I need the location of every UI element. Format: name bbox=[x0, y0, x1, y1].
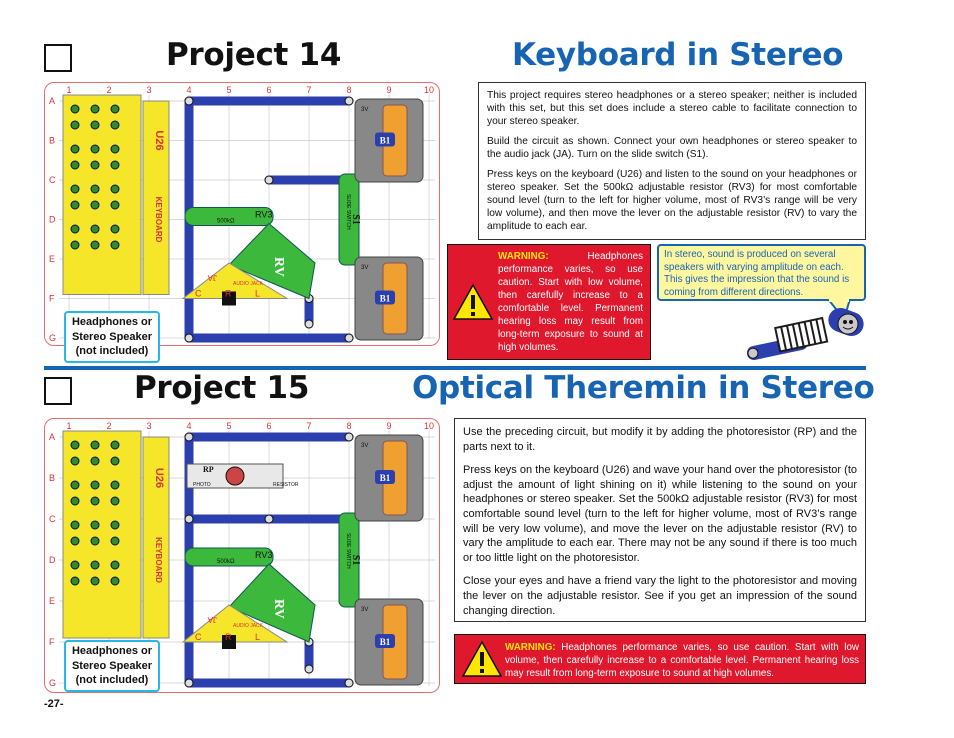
photoresistor-text: PHOTO bbox=[193, 482, 211, 488]
keyboard-key bbox=[91, 521, 99, 529]
row-label: F bbox=[49, 293, 55, 304]
keyboard-key bbox=[71, 441, 79, 449]
row-label: A bbox=[49, 432, 56, 442]
keyboard-key bbox=[71, 241, 79, 249]
keyboard-key bbox=[91, 225, 99, 233]
paragraph: Use the preceding circuit, but modify it by adding the photoresistor (RP) and the parts next to it. bbox=[463, 426, 857, 453]
column-label: 6 bbox=[266, 85, 272, 95]
battery-voltage: 3V bbox=[361, 443, 369, 449]
keyboard-key bbox=[111, 441, 119, 449]
column-label: 7 bbox=[306, 85, 312, 95]
keyboard-key bbox=[111, 521, 119, 529]
project-15-instructions bbox=[454, 418, 866, 622]
snap bbox=[345, 433, 353, 441]
keyboard-key bbox=[71, 457, 79, 465]
snap bbox=[265, 176, 273, 184]
keyboard-key bbox=[71, 561, 79, 569]
row-label: C bbox=[49, 175, 56, 185]
battery-id: B1 bbox=[379, 293, 391, 304]
keyboard-key bbox=[91, 161, 99, 169]
column-label: 8 bbox=[346, 85, 352, 95]
keyboard-key bbox=[91, 441, 99, 449]
warning-body: Headphones performance varies, so use caution. Start with low volume, then carefully increase to a comfortable level. Permanent hearing loss may result from long-term exposure to sound at high volumes. bbox=[498, 251, 643, 353]
warning-box-14 bbox=[447, 244, 651, 360]
column-label: 1 bbox=[66, 421, 72, 431]
keyboard-key bbox=[71, 161, 79, 169]
keyboard-key bbox=[91, 481, 99, 489]
keyboard-key bbox=[111, 161, 119, 169]
rv3-value: 500kΩ bbox=[217, 218, 235, 225]
keyboard-key bbox=[71, 225, 79, 233]
row-label: G bbox=[49, 678, 57, 688]
keyboard-key bbox=[91, 577, 99, 585]
column-label: 3 bbox=[146, 421, 152, 431]
keyboard-key bbox=[91, 185, 99, 193]
keyboard-name-label: KEYBOARD bbox=[154, 537, 163, 583]
snap bbox=[345, 334, 353, 342]
column-label: 4 bbox=[186, 421, 192, 431]
mascot-keyboard-illustration bbox=[740, 306, 870, 362]
column-label: 8 bbox=[346, 421, 352, 431]
audio-jack-id: JA bbox=[207, 615, 217, 624]
headphones-label-line-2: Stereo Speaker bbox=[71, 330, 153, 343]
audio-jack-id: JA bbox=[207, 273, 217, 282]
audio-jack-port: C bbox=[195, 288, 202, 299]
project-15-subtitle: Optical Theremin in Stereo bbox=[412, 370, 875, 406]
column-label: 4 bbox=[186, 85, 192, 95]
warning-label: WARNING: bbox=[498, 251, 549, 262]
audio-jack-port: L bbox=[255, 288, 261, 299]
keyboard-key bbox=[91, 121, 99, 129]
snap bbox=[305, 320, 313, 328]
battery-voltage: 3V bbox=[361, 107, 369, 113]
warning-body: Headphones performance varies, so use caution. Start with low volume, then carefully increase to a comfortable level. Permanent hearing loss may result from long-term exposure to sound at high volumes. bbox=[505, 642, 859, 679]
slide-switch-name: SLIDE SWITCH bbox=[345, 194, 351, 230]
keyboard-id-label: U26 bbox=[153, 467, 165, 489]
keyboard-key bbox=[91, 201, 99, 209]
keyboard-key bbox=[71, 521, 79, 529]
keyboard-key bbox=[71, 185, 79, 193]
project-15-checkbox[interactable] bbox=[44, 377, 72, 405]
keyboard-key bbox=[111, 457, 119, 465]
paragraph: Close your eyes and have a friend vary the light to the photoresistor and moving the lever on the adjustable resistor. See if you get an impression of the sound changing direction. bbox=[463, 575, 857, 617]
keyboard-key bbox=[111, 201, 119, 209]
rv3-label: RV3 bbox=[255, 550, 273, 560]
keyboard-key bbox=[91, 457, 99, 465]
snap bbox=[185, 334, 193, 342]
keyboard-key bbox=[71, 481, 79, 489]
keyboard-key bbox=[91, 497, 99, 505]
headphones-label-line-1: Headphones or bbox=[71, 316, 153, 328]
headphones-label-14 bbox=[64, 311, 160, 363]
rv-label: RV bbox=[271, 257, 286, 277]
photoresistor-text: RESISTOR bbox=[273, 482, 299, 488]
column-label: 6 bbox=[266, 421, 272, 431]
column-label: 7 bbox=[306, 421, 312, 431]
stereo-info-bubble bbox=[657, 244, 866, 301]
paragraph: Press keys on the keyboard (U26) and wave your hand over the photoresistor (to adjust the amount of light shining on it) while listening to the sound on your headphones or stereo speaker. Set the 500kΩ adjustable resistor (RV3) for most comfortable sound level (turn to the left for higher volume, most of RV3’s range will be very low volume), and move the lever on the adjustable resistor (RV) to vary the amplitude to each ear. There may not be any sound if there is too much or too little light on the photoresistor. bbox=[463, 464, 857, 564]
keyboard-key bbox=[111, 105, 119, 113]
slide-switch-id: S1 bbox=[350, 214, 361, 225]
battery-voltage: 3V bbox=[361, 265, 369, 271]
slide-switch-id: S1 bbox=[350, 554, 361, 566]
rv3-value: 500kΩ bbox=[217, 559, 235, 565]
paragraph: Press keys on the keyboard (U26) and listen to the sound on your headphones or stereo speaker. Set the 500kΩ adjustable resistor (RV3) for most comfortable sound level (turn to the left for higher volume, most of RV3’s range will be very low volume), and then move the lever on the adjustable resistor (RV) to vary the amplitude to each ear. bbox=[487, 169, 857, 232]
battery-id: B1 bbox=[379, 135, 391, 146]
keyboard-key bbox=[111, 225, 119, 233]
keyboard-key bbox=[91, 537, 99, 545]
keyboard-key bbox=[111, 145, 119, 153]
keyboard-key bbox=[91, 561, 99, 569]
audio-jack-port: R bbox=[225, 632, 232, 642]
project-14-subtitle: Keyboard in Stereo bbox=[512, 37, 844, 73]
keyboard-key bbox=[111, 241, 119, 249]
column-label: 2 bbox=[106, 85, 112, 95]
audio-jack-name: AUDIO JACK bbox=[233, 623, 264, 629]
paragraph: Build the circuit as shown. Connect your own headphones or stereo speaker to the audio jack (JA). Turn on the slide switch (S1). bbox=[487, 136, 857, 160]
headphones-label-line-2: Stereo Speaker bbox=[71, 659, 153, 672]
column-label: 10 bbox=[423, 85, 435, 95]
keyboard-key bbox=[91, 105, 99, 113]
audio-jack-port: R bbox=[225, 288, 232, 299]
snap bbox=[185, 679, 193, 687]
slide-switch-name: SLIDE SWITCH bbox=[345, 533, 351, 569]
column-label: 9 bbox=[386, 421, 392, 431]
warning-triangle-icon bbox=[461, 640, 503, 678]
warning-triangle-icon bbox=[452, 283, 494, 321]
warning-label: WARNING: bbox=[505, 642, 556, 653]
keyboard-key bbox=[111, 577, 119, 585]
keyboard-key bbox=[111, 561, 119, 569]
keyboard-key bbox=[71, 537, 79, 545]
audio-jack-port: C bbox=[195, 632, 202, 642]
project-14-instructions bbox=[478, 82, 866, 240]
column-label: 5 bbox=[226, 85, 232, 95]
keyboard-key bbox=[111, 481, 119, 489]
row-label: D bbox=[49, 214, 56, 225]
column-label: 1 bbox=[66, 85, 72, 95]
rv-label: RV bbox=[271, 599, 286, 619]
battery-id: B1 bbox=[379, 637, 391, 647]
column-label: 3 bbox=[146, 85, 152, 95]
snap bbox=[305, 665, 313, 673]
project-15-title: Project 15 bbox=[134, 370, 310, 406]
row-label: G bbox=[49, 333, 57, 343]
circuit-diagram bbox=[45, 83, 440, 346]
column-label: 9 bbox=[386, 85, 392, 95]
circuit-board-14 bbox=[44, 82, 440, 346]
bubble-text: In stereo, sound is produced on several speakers with varying amplitude on each. This gives the impression that the sound is coming from different directions. bbox=[664, 249, 850, 298]
snap bbox=[265, 515, 273, 523]
keyboard-key bbox=[71, 201, 79, 209]
battery-voltage: 3V bbox=[361, 607, 369, 613]
snap bbox=[185, 433, 193, 441]
row-label: A bbox=[49, 96, 56, 106]
keyboard-key bbox=[91, 145, 99, 153]
headphones-label-line-1: Headphones or bbox=[71, 645, 153, 657]
battery-id: B1 bbox=[379, 473, 391, 483]
snap bbox=[345, 97, 353, 105]
audio-jack-port: L bbox=[255, 632, 261, 642]
snap bbox=[185, 515, 193, 523]
keyboard-key bbox=[71, 121, 79, 129]
row-label: B bbox=[49, 473, 56, 483]
row-label: C bbox=[49, 514, 56, 524]
keyboard-key bbox=[71, 577, 79, 585]
row-label: E bbox=[49, 254, 56, 264]
photoresistor-id: RP bbox=[203, 465, 214, 474]
headphones-label-line-3: (not included) bbox=[75, 345, 149, 357]
keyboard-key bbox=[71, 105, 79, 113]
warning-text bbox=[498, 250, 643, 354]
keyboard-key bbox=[71, 497, 79, 505]
headphones-label-line-3: (not included) bbox=[75, 674, 149, 686]
row-label: D bbox=[49, 555, 56, 565]
snap bbox=[345, 679, 353, 687]
column-label: 2 bbox=[106, 421, 112, 431]
photoresistor-cell bbox=[226, 467, 244, 485]
column-label: 5 bbox=[226, 421, 232, 431]
row-label: E bbox=[49, 596, 56, 606]
row-label: F bbox=[49, 637, 55, 647]
snap bbox=[185, 97, 193, 105]
keyboard-key bbox=[111, 185, 119, 193]
rv3-label: RV3 bbox=[255, 209, 273, 220]
page-number: -27- bbox=[44, 698, 64, 710]
keyboard-key bbox=[91, 241, 99, 249]
project-14-checkbox[interactable] bbox=[44, 44, 72, 72]
paragraph: This project requires stereo headphones or a stereo speaker; neither is included with this set, but this set does include a stereo cable to facilitate connection to your stereo speaker. bbox=[487, 90, 857, 127]
headphones-label-15 bbox=[64, 640, 160, 692]
warning-text bbox=[505, 641, 859, 680]
row-label: B bbox=[49, 135, 56, 146]
keyboard-id-label: U26 bbox=[153, 130, 165, 151]
keyboard-key bbox=[111, 537, 119, 545]
keyboard-key bbox=[111, 497, 119, 505]
keyboard-key bbox=[111, 121, 119, 129]
project-14-title: Project 14 bbox=[166, 37, 342, 73]
audio-jack-name: AUDIO JACK bbox=[233, 281, 264, 287]
column-label: 10 bbox=[423, 421, 435, 431]
keyboard-key bbox=[71, 145, 79, 153]
warning-box-15 bbox=[454, 634, 866, 684]
keyboard-name-label: KEYBOARD bbox=[154, 196, 163, 243]
